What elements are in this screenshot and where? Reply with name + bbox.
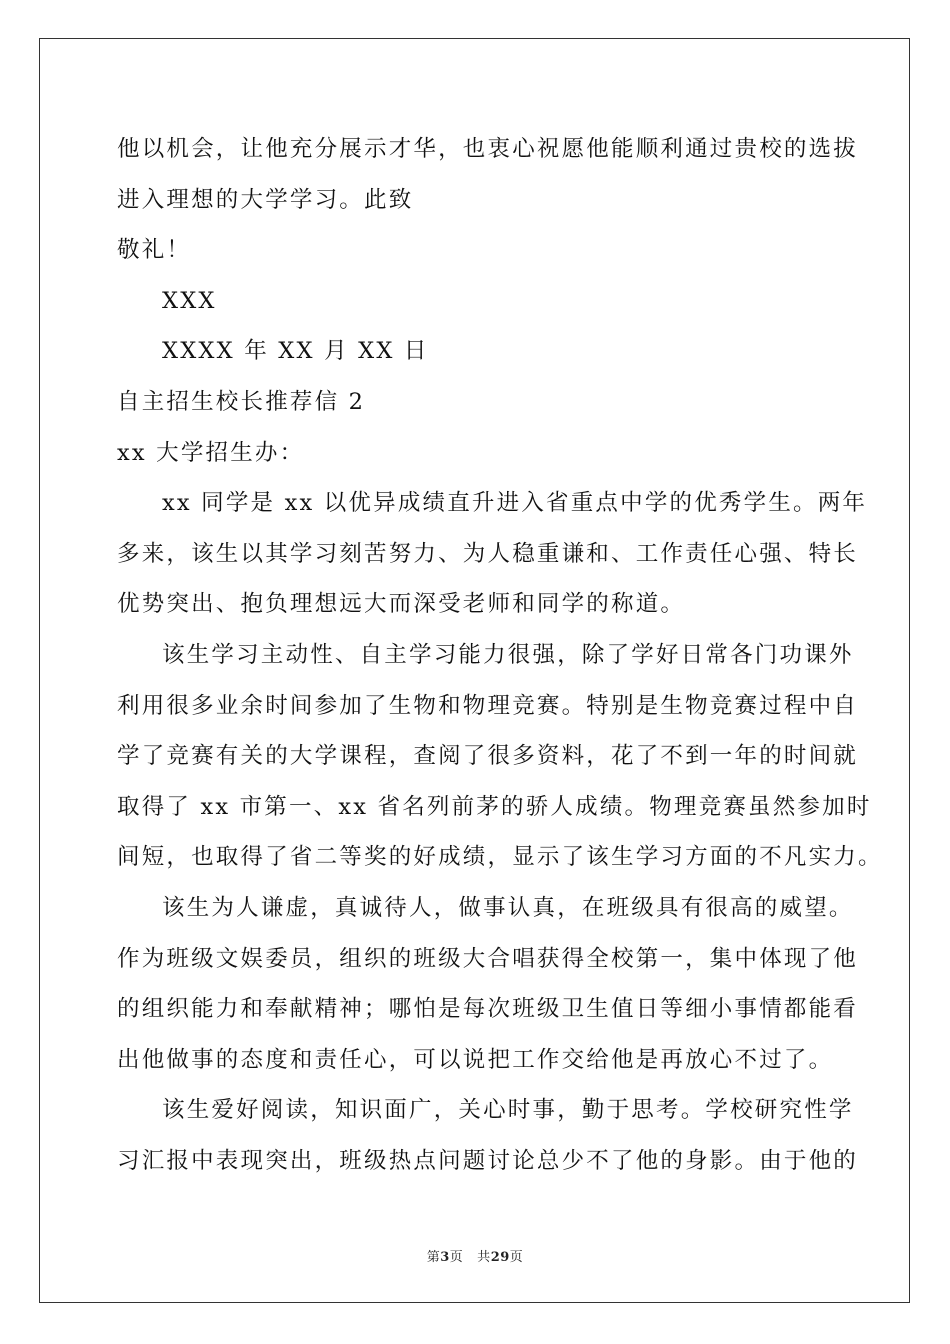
- total-prefix: 共: [477, 1250, 491, 1265]
- closing-salutation: 敬礼！: [117, 237, 192, 264]
- page-number: 3: [440, 1250, 450, 1265]
- signature-name: XXX: [162, 287, 217, 314]
- paragraph-line: 的组织能力和奉献精神；哪怕是每次班级卫生值日等细小事情都能看: [117, 996, 859, 1023]
- paragraph-line: 该生为人谦虚，真诚待人，做事认真，在班级具有很高的威望。: [162, 894, 854, 921]
- paragraph-line: 多来，该生以其学习刻苦努力、为人稳重谦和、工作责任心强、特长: [117, 540, 859, 567]
- paragraph-line: 间短，也取得了省二等奖的好成绩，显示了该生学习方面的不凡实力。: [117, 844, 883, 871]
- signature-date: XXXX 年 XX 月 XX 日: [162, 338, 429, 365]
- text-line: 进入理想的大学学习。此致: [117, 186, 414, 213]
- total-pages: 29: [490, 1250, 510, 1265]
- page-suffix: 页: [449, 1250, 464, 1265]
- page-footer: [0, 1246, 950, 1265]
- paragraph-line: 该生爱好阅读，知识面广，关心时事，勤于思考。学校研究性学: [162, 1097, 854, 1124]
- paragraph-line: 取得了 xx 市第一、xx 省名列前茅的骄人成绩。物理竞赛虽然参加时: [117, 793, 872, 820]
- paragraph-line: 习汇报中表现突出，班级热点问题讨论总少不了他的身影。由于他的: [117, 1147, 859, 1174]
- total-suffix: 页: [509, 1250, 524, 1265]
- paragraph-line: 利用很多业余时间参加了生物和物理竞赛。特别是生物竞赛过程中自: [117, 692, 859, 719]
- paragraph-line: 作为班级文娱委员，组织的班级大合唱获得全校第一，集中体现了他: [117, 945, 859, 972]
- document-body: [117, 124, 883, 1186]
- paragraph-line: 学了竞赛有关的大学课程，查阅了很多资料，花了不到一年的时间就: [117, 743, 859, 770]
- paragraph-line: 优势突出、抱负理想远大而深受老师和同学的称道。: [117, 591, 686, 618]
- paragraph-line: 该生学习主动性、自主学习能力很强，除了学好日常各门功课外: [162, 641, 854, 668]
- paragraph-line: 出他做事的态度和责任心，可以说把工作交给他是再放心不过了。: [117, 1046, 834, 1073]
- text-line: 他以机会，让他充分展示才华，也衷心祝愿他能顺利通过贵校的选拔: [117, 136, 859, 162]
- paragraph-line: xx 同学是 xx 以优异成绩直升进入省重点中学的优秀学生。两年: [162, 490, 868, 517]
- letter-addressee: xx 大学招生办：: [117, 439, 305, 466]
- page-prefix: 第: [426, 1250, 441, 1265]
- section-title: 自主招生校长推荐信 2: [117, 388, 366, 415]
